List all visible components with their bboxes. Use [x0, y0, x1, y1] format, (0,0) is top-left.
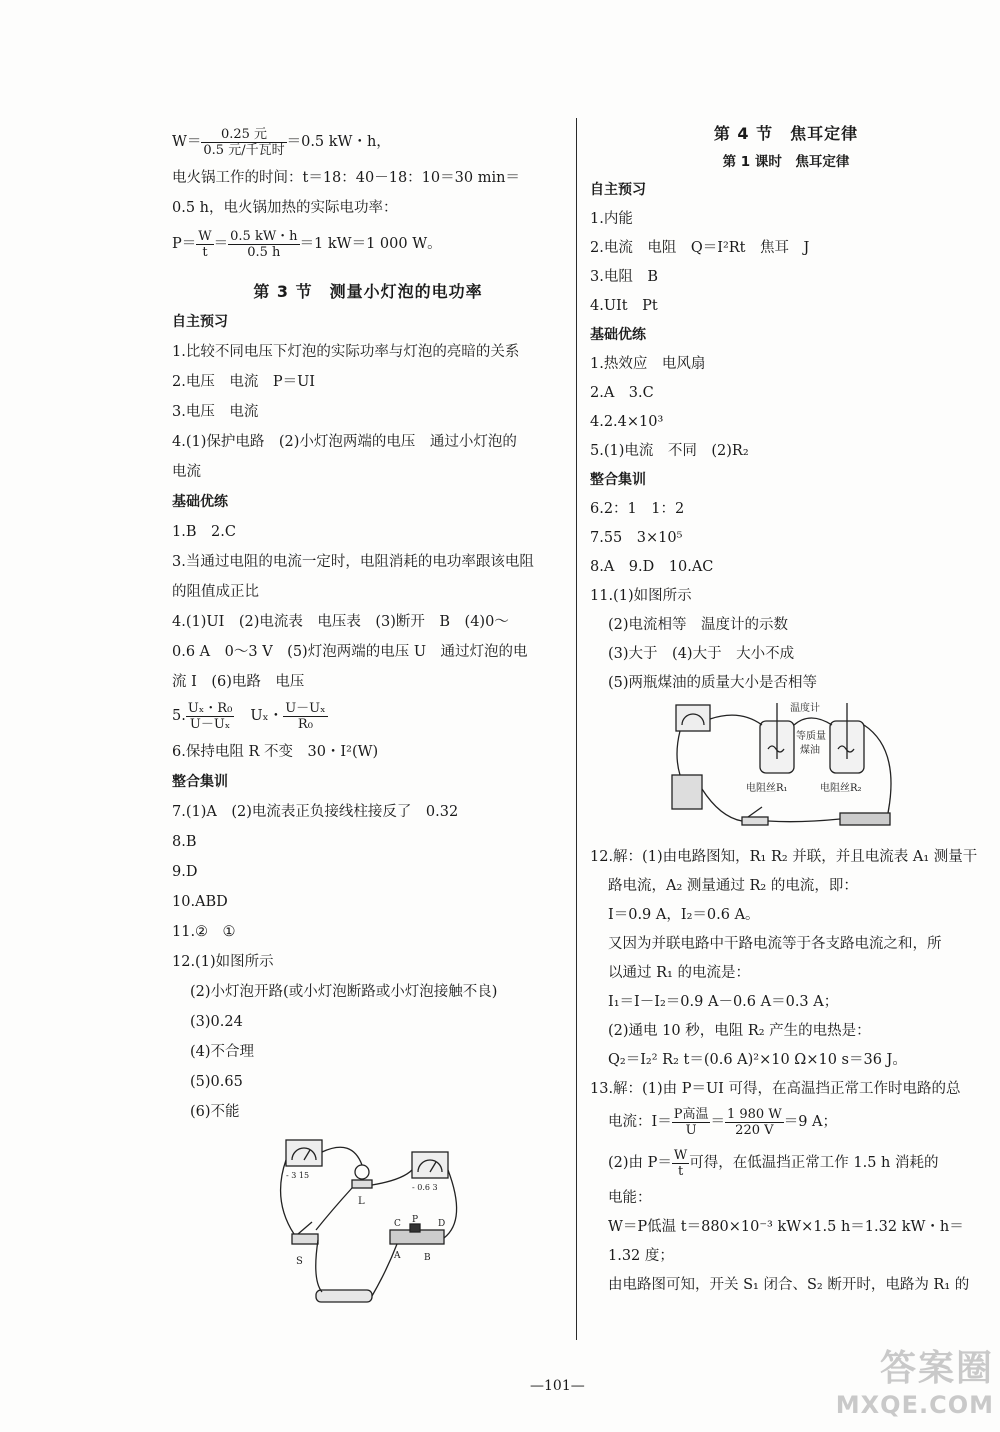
answer-line: (3)大于 (4)大于 大小不成 — [608, 646, 795, 662]
eq-text: 5. — [172, 708, 186, 724]
numerator: P高温 — [673, 1106, 709, 1122]
wire — [372, 1170, 412, 1185]
denominator: U－Uₓ — [189, 716, 231, 732]
answer-line: 1.B 2.C — [172, 524, 236, 540]
eq-text: P＝ — [172, 236, 197, 252]
fraction — [186, 701, 234, 732]
terminal-c-label: C — [394, 1219, 401, 1229]
denominator: R₀ — [297, 716, 313, 732]
answer-line: 电流 — [172, 464, 201, 480]
watermark-line2: MXQE.COM — [835, 1391, 994, 1419]
left-column — [172, 120, 564, 1310]
numerator: Uₓ・R₀ — [187, 700, 233, 716]
fraction — [201, 127, 286, 158]
answer-line: W＝P低温 t＝880×10⁻³ kW×1.5 h＝1.32 kW・h＝ — [608, 1219, 964, 1235]
ammeter-scale: - 0.6 3 — [412, 1183, 438, 1192]
answer-line: 1.内能 — [590, 211, 633, 227]
answer-line: 以通过 R₁ 的电流是： — [608, 965, 750, 981]
answer-line: 1.32 度； — [608, 1248, 674, 1264]
answer-line: 11.(1)如图所示 — [590, 588, 692, 604]
wire — [372, 1244, 397, 1296]
answer-line: 5.(1)电流 不同 (2)R₂ — [590, 443, 749, 459]
section-heading: 基础优练 — [590, 327, 646, 343]
section-heading: 自主预习 — [172, 314, 228, 330]
answer-line: 3.电压 电流 — [172, 404, 259, 420]
numerator: 0.25 元 — [201, 127, 286, 143]
wire — [864, 725, 891, 813]
eq-text: ＝9 A； — [783, 1114, 838, 1130]
voltmeter-icon — [286, 1140, 322, 1166]
kerosene-label: 煤油 — [800, 745, 820, 756]
eq-text: 可得，在低温挡正常工作 1.5 h 消耗的 — [689, 1155, 939, 1171]
ammeter-icon — [412, 1152, 448, 1178]
battery-icon — [672, 775, 702, 809]
numerator: W — [673, 1147, 688, 1163]
terminal-d-label: D — [438, 1219, 446, 1229]
numerator: U－Uₓ — [285, 700, 326, 716]
wire — [710, 715, 762, 725]
answer-line: (2)电流相等 温度计的示数 — [608, 617, 789, 633]
eq-text: ＝ — [710, 1114, 725, 1130]
thermometer-label: 温度计 — [790, 703, 820, 714]
terminal-a-label: A — [394, 1251, 401, 1261]
r1-label: 电阻丝R₁ — [746, 783, 788, 794]
answer-line: 11.② ① — [172, 924, 236, 940]
answer-line: 12.(1)如图所示 — [172, 954, 274, 970]
rheostat-slider — [410, 1224, 420, 1232]
answer-line: 0.6 A 0～3 V (5)灯泡两端的电压 U 通过灯泡的电 — [172, 644, 528, 660]
answer-line: 2.A 3.C — [590, 385, 654, 401]
answer-line: 9.D — [172, 864, 198, 880]
denominator: t — [677, 1163, 684, 1179]
denominator: 220 V — [735, 1122, 774, 1138]
switch-icon — [742, 817, 768, 825]
answer-line: 8.B — [172, 834, 197, 850]
answer-line: 6.2：1 1：2 — [590, 501, 685, 517]
fraction — [228, 229, 299, 260]
answer-line: 4.UIt Pt — [590, 298, 658, 314]
current-equation — [590, 1104, 982, 1140]
wire — [316, 1188, 352, 1230]
answer-line: 电能： — [608, 1190, 652, 1206]
section-heading: 整合集训 — [172, 774, 228, 790]
answer-line: I₁＝I－I₂＝0.9 A－0.6 A＝0.3 A； — [608, 994, 839, 1010]
denominator: U — [685, 1122, 697, 1138]
numerator: 0.5 kW・h — [230, 228, 298, 244]
answer-line: 7.(1)A (2)电流表正负接线柱接反了 0.32 — [172, 804, 459, 820]
answer-line: 10.ABD — [172, 894, 228, 910]
switch-lever — [298, 1222, 312, 1234]
power-equation — [172, 226, 564, 262]
wire — [322, 1147, 362, 1165]
answer-line: (5)0.65 — [190, 1074, 243, 1090]
fraction — [283, 701, 327, 732]
section-title: 第 4 节 焦耳定律 — [713, 124, 859, 143]
answer-line: 7.55 3×10⁵ — [590, 530, 683, 546]
column-divider — [576, 118, 577, 1340]
switch-label: S — [296, 1256, 303, 1267]
answer-line: (3)0.24 — [190, 1014, 243, 1030]
eq-text: ＝ — [213, 236, 229, 252]
voltmeter-scale: - 3 15 — [286, 1171, 310, 1180]
lesson-title: 第 1 课时 焦耳定律 — [722, 154, 850, 170]
answer-line: 2.电流 电阻 Q＝I²Rt 焦耳 J — [590, 240, 810, 256]
joule-heating-figure — [650, 699, 910, 839]
page-number: —101— — [530, 1378, 585, 1394]
fraction — [196, 229, 213, 260]
answer-line: (5)两瓶煤油的质量大小是否相等 — [608, 675, 818, 691]
answer-line: 1.热效应 电风扇 — [590, 356, 706, 372]
answer-line: 12.解：(1)由电路图知，R₁ R₂ 并联，并且电流表 A₁ 测量干 — [590, 849, 978, 865]
battery-icon — [316, 1290, 372, 1302]
denominator: 0.5 h — [247, 244, 281, 260]
answer-line: 2.电压 电流 P＝UI — [172, 374, 316, 390]
answer-line: (2)通电 10 秒，电阻 R₂ 产生的电热是： — [608, 1023, 871, 1039]
eq-text: 电流：I＝ — [608, 1114, 672, 1130]
lamp-circuit-figure — [272, 1130, 472, 1310]
answer-line: 6.保持电阻 R 不变 30・I²(W) — [172, 744, 379, 760]
answer-line: 4.(1)保护电路 (2)小灯泡两端的电压 通过小灯泡的 — [172, 434, 517, 450]
answer-line: Q₂＝I₂² R₂ t＝(0.6 A)²×10 Ω×10 s＝36 J。 — [608, 1052, 907, 1068]
answer-line: 3.当通过电阻的电流一定时，电阻消耗的电功率跟该电阻 — [172, 554, 534, 570]
fraction — [672, 1107, 711, 1138]
answer-line: 8.A 9.D 10.AC — [590, 559, 714, 575]
section-heading: 整合集训 — [590, 472, 646, 488]
watermark-line1: 答案圈 — [879, 1348, 994, 1389]
answer-5-equation — [172, 698, 564, 734]
equal-mass-label: 等质量 — [796, 731, 826, 742]
answer-line: (6)不能 — [190, 1104, 240, 1120]
answer-line: (4)不合理 — [190, 1044, 255, 1060]
lamp-icon — [355, 1165, 369, 1179]
numerator: W — [198, 228, 212, 244]
lamp-label: L — [358, 1196, 365, 1207]
section-title: 第 3 节 测量小灯泡的电功率 — [253, 282, 483, 301]
answer-line: 路电流，A₂ 测量通过 R₂ 的电流，即： — [608, 878, 858, 894]
answer-line: 13.解：(1)由 P＝UI 可得，在高温挡正常工作时电路的总 — [590, 1081, 961, 1097]
answer-line: 又因为并联电路中干路电流等于各支路电流之和，所 — [608, 936, 942, 952]
wire — [794, 718, 832, 725]
denominator: t — [202, 244, 208, 260]
eq-text: W＝ — [172, 134, 202, 150]
right-column — [590, 120, 982, 1295]
answer-line: 流 I (6)电路 电压 — [172, 674, 305, 690]
rheostat-icon — [840, 813, 890, 825]
eq-text: ＝1 kW＝1 000 W。 — [299, 236, 442, 252]
eq-text: ＝0.5 kW・h， — [286, 134, 391, 150]
answer-line: 由电路图可知，开关 S₁ 闭合、S₂ 断开时，电路为 R₁ 的 — [608, 1277, 970, 1293]
ammeter-icon — [676, 705, 710, 731]
slider-p-label: P — [412, 1215, 419, 1225]
fraction — [672, 1148, 689, 1179]
answer-line: 的阻值成正比 — [172, 584, 259, 600]
answer-line: (2)小灯泡开路(或小灯泡断路或小灯泡接触不良) — [190, 984, 498, 1000]
switch-lever — [748, 807, 762, 817]
energy-equation — [172, 124, 564, 160]
answer-line: 3.电阻 B — [590, 269, 658, 285]
energy-formula-line — [590, 1145, 982, 1181]
wire — [316, 1240, 322, 1292]
text-line: 0.5 h，电火锅加热的实际电功率： — [172, 200, 398, 216]
answer-line: I＝0.9 A，I₂＝0.6 A。 — [608, 907, 760, 923]
lamp-base — [352, 1180, 372, 1188]
denominator: 0.5 元/千瓦时 — [203, 142, 285, 158]
answer-line: 4.2.4×10³ — [590, 414, 664, 430]
r2-label: 电阻丝R₂ — [820, 783, 862, 794]
wire — [444, 1170, 457, 1238]
eq-text: Uₓ・ — [250, 708, 284, 724]
switch-icon — [292, 1234, 318, 1244]
eq-text: (2)由 P＝ — [608, 1155, 672, 1171]
answer-line: 4.(1)UI (2)电流表 电压表 (3)断开 B (4)0～ — [172, 614, 509, 630]
terminal-b-label: B — [424, 1253, 431, 1263]
answer-line: 1.比较不同电压下灯泡的实际功率与灯泡的亮暗的关系 — [172, 344, 520, 360]
wire — [702, 789, 742, 821]
watermark-logo — [836, 1340, 994, 1419]
fraction — [725, 1107, 784, 1138]
section-heading: 自主预习 — [590, 182, 646, 198]
wire — [768, 819, 840, 822]
section-heading: 基础优练 — [172, 494, 228, 510]
numerator: 1 980 W — [726, 1106, 782, 1122]
wire — [677, 731, 680, 775]
text-line: 电火锅工作的时间：t＝18：40－18：10＝30 min＝ — [172, 170, 520, 186]
